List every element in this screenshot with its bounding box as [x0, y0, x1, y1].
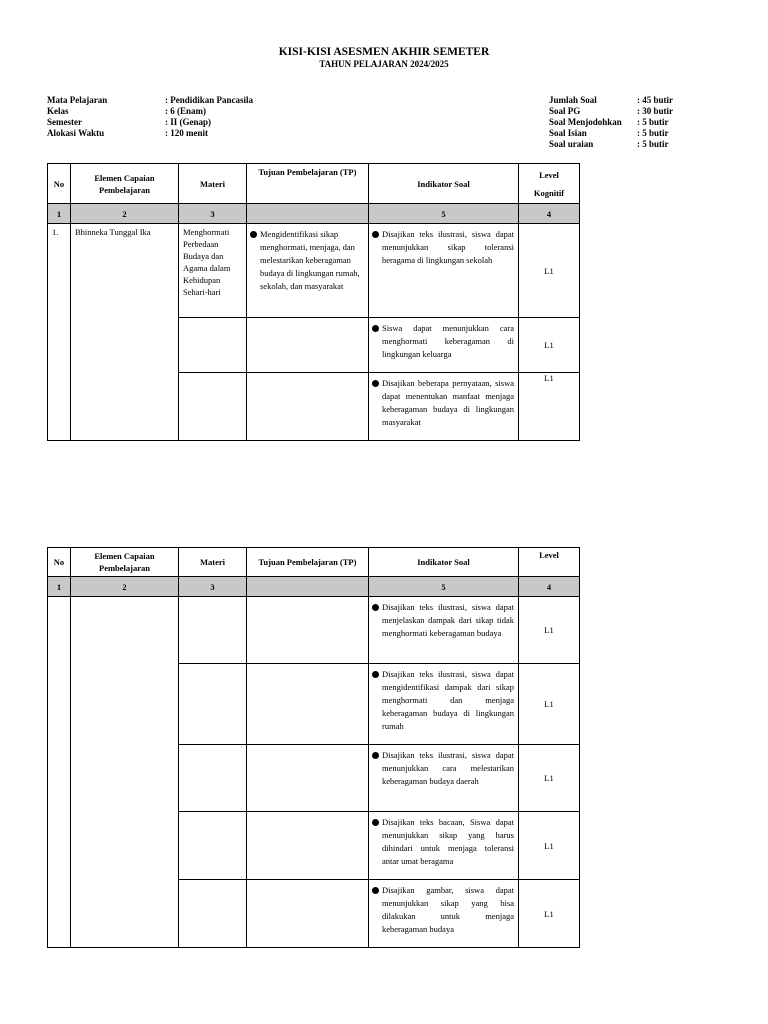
elemen-cell: [71, 597, 179, 948]
indikator-text: Disajikan teks bacaan, Siswa dapat menunjukkan sikap yang harus dihindari untuk menjaga toleransi antar umat beragama: [382, 817, 514, 866]
info-label: Alokasi Waktu: [47, 128, 105, 138]
indikator-cell: [369, 318, 519, 373]
header-materi: Materi: [179, 548, 247, 577]
bullet-icon: [372, 380, 379, 387]
tujuan-cell: [247, 224, 369, 318]
column-number: 1: [48, 577, 71, 597]
grid-table-1: [47, 163, 580, 441]
header-level-line1: Level: [539, 169, 559, 180]
header-no: No: [48, 164, 71, 204]
level-cell: L1: [519, 745, 580, 812]
materi-cell: [179, 373, 247, 441]
header-no: No: [48, 548, 71, 577]
bullet-icon: [250, 231, 257, 238]
header-indikator: Indikator Soal: [369, 548, 519, 577]
column-number: [247, 204, 369, 224]
info-value: : 5 butir: [637, 128, 669, 138]
table-row: [48, 318, 580, 373]
level-cell: L1: [519, 318, 580, 373]
bullet-icon: [372, 671, 379, 678]
indikator-cell: [369, 597, 519, 664]
document-subtitle: TAHUN PELAJARAN 2024/2025: [319, 59, 449, 69]
header-tujuan: Tujuan Pembelajaran (TP): [247, 164, 369, 204]
indikator-cell: [369, 373, 519, 441]
indikator-cell: [369, 812, 519, 880]
indikator-cell: [369, 745, 519, 812]
question-count-info: [549, 95, 673, 150]
column-number: 1: [48, 204, 71, 224]
header-tujuan: Tujuan Pembelajaran (TP): [247, 548, 369, 577]
bullet-icon: [372, 325, 379, 332]
info-value: : 6 (Enam): [165, 106, 206, 116]
tujuan-cell: [247, 318, 369, 373]
info-label: Soal uraian: [549, 139, 594, 149]
indikator-text: Disajikan teks ilustrasi, siswa dapat menunjukkan cara melestarikan keberagaman budaya daerah: [382, 750, 514, 786]
header-materi: Materi: [179, 164, 247, 204]
indikator-cell: [369, 664, 519, 745]
tujuan-cell: [247, 664, 369, 745]
column-number: 5: [369, 577, 519, 597]
header-indikator: Indikator Soal: [369, 164, 519, 204]
header-elemen: Elemen Capaian Pembelajaran: [71, 548, 179, 577]
tujuan-cell: [247, 880, 369, 948]
column-number: 4: [519, 577, 580, 597]
column-number: 4: [519, 204, 580, 224]
info-value: : 120 menit: [165, 128, 208, 138]
indikator-text: Siswa dapat menunjukkan cara menghormati keberagaman di lingkungan keluarga: [382, 323, 514, 359]
column-number: 2: [71, 204, 179, 224]
column-number: 5: [369, 204, 519, 224]
level-cell: L1: [519, 597, 580, 664]
level-cell: L1: [519, 880, 580, 948]
document-title: KISI-KISI ASESMEN AKHIR SEMETER: [278, 46, 490, 58]
info-label: Kelas: [47, 106, 69, 116]
subject-info: [47, 95, 253, 139]
indikator-text: Disajikan beberapa pernyataan, siswa dapat menentukan manfaat menjaga keberagaman budaya di lingkungan masyarakat: [382, 378, 514, 427]
level-cell: L1: [519, 373, 580, 441]
level-cell: L1: [519, 224, 580, 318]
row-number: [48, 373, 71, 441]
grid-table-2: [47, 547, 580, 948]
indikator-cell: [369, 880, 519, 948]
tujuan-cell: [247, 745, 369, 812]
materi-cell: Menghormati Perbedaan Budaya dan Agama dalam Kehidupan Sehari-hari: [179, 224, 247, 318]
materi-cell: [179, 318, 247, 373]
info-value: : II (Genap): [165, 117, 212, 127]
materi-cell: [179, 880, 247, 948]
info-label: Soal PG: [549, 106, 581, 116]
info-label: Soal Menjodohkan: [549, 117, 622, 127]
row-number: [48, 597, 71, 948]
materi-cell: [179, 664, 247, 745]
level-cell: L1: [519, 812, 580, 880]
indikator-text: Disajikan gambar, siswa dapat menunjukkan sikap yang bisa dilakukan untuk menjaga keberagaman budaya: [382, 885, 514, 934]
tujuan-cell: [247, 373, 369, 441]
column-number: 3: [179, 577, 247, 597]
tujuan-cell: [247, 812, 369, 880]
info-value: : Pendidikan Pancasila: [165, 95, 254, 105]
info-value: : 5 butir: [637, 139, 669, 149]
bullet-icon: [372, 752, 379, 759]
elemen-cell: Bhinneka Tunggal Ika: [71, 224, 179, 318]
indikator-text: Disajikan teks ilustrasi, siswa dapat menjelaskan dampak dari sikap tidak menghormati keberagaman budaya: [382, 602, 514, 638]
info-value: : 5 butir: [637, 117, 669, 127]
tujuan-text: Mengidentifikasi sikap menghormati, menjaga, dan melestarikan keberagaman budaya di lingkungan rumah, sekolah, dan masyarakat: [260, 229, 360, 291]
bullet-icon: [372, 887, 379, 894]
header-level: [519, 164, 580, 204]
info-value: : 45 butir: [637, 95, 673, 105]
header-elemen: Elemen Capaian Pembelajaran: [71, 164, 179, 204]
column-number: [247, 577, 369, 597]
info-label: Soal Isian: [549, 128, 587, 138]
header-level: Level: [519, 548, 580, 577]
tujuan-cell: [247, 597, 369, 664]
materi-cell: [179, 745, 247, 812]
row-number: 1.: [48, 224, 71, 318]
table-row: [48, 373, 580, 441]
table-row: [48, 224, 580, 318]
bullet-icon: [372, 231, 379, 238]
info-label: Mata Pelajaran: [47, 95, 108, 105]
materi-cell: [179, 597, 247, 664]
elemen-cell: [71, 318, 179, 373]
table-row: [48, 597, 580, 664]
info-label: Jumlah Soal: [549, 95, 597, 105]
bullet-icon: [372, 604, 379, 611]
bullet-icon: [372, 819, 379, 826]
header-level-line2: Kognitif: [533, 187, 565, 198]
info-label: Semester: [47, 117, 82, 127]
column-number: 3: [179, 204, 247, 224]
indikator-cell: [369, 224, 519, 318]
level-cell: L1: [519, 664, 580, 745]
column-number: 2: [71, 577, 179, 597]
indikator-text: Disajikan teks ilustrasi, siswa dapat menunjukkan sikap toleransi beragama di lingkungan sekolah: [382, 229, 514, 265]
row-number: [48, 318, 71, 373]
info-value: : 30 butir: [637, 106, 673, 116]
elemen-cell: [71, 373, 179, 441]
indikator-text: Disajikan teks ilustrasi, siswa dapat mengidentifikasi dampak dari sikap menghormati dan menjaga keberagaman budaya di lingkungan rumah: [382, 669, 514, 731]
materi-cell: [179, 812, 247, 880]
